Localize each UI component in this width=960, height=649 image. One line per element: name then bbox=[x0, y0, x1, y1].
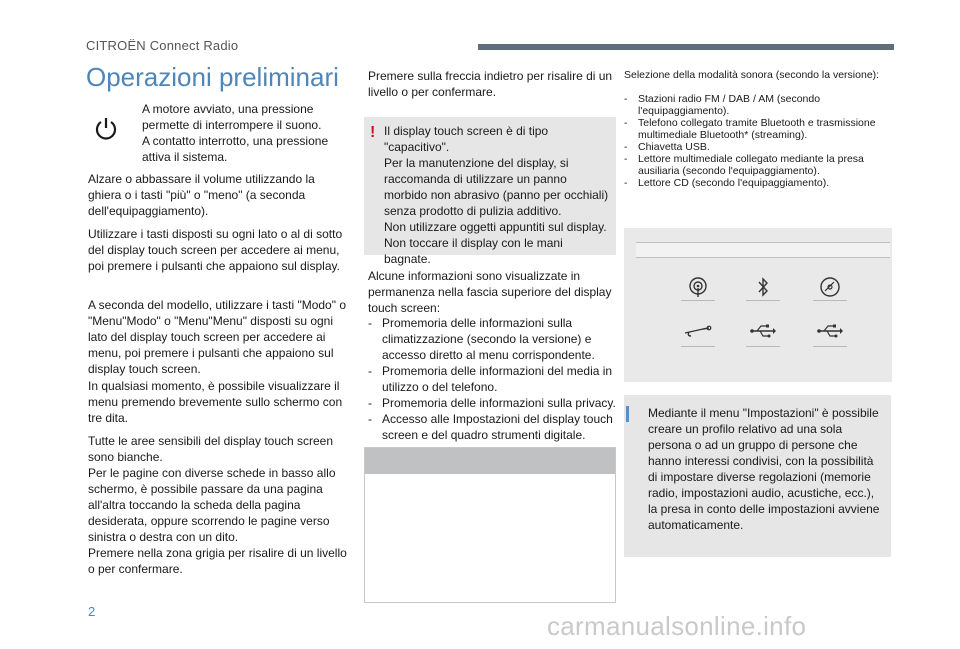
col2-list bbox=[368, 315, 618, 443]
list-item: - Lettore multimediale collegato mediante la presa ausiliaria (secondo l'equipaggiamento). bbox=[624, 153, 864, 177]
col1-paragraph-2: Utilizzare i tasti disposti su ogni lato o al di sotto del display touch screen per accedere ai menu, poi premere i pulsanti che appaiono sul display. bbox=[88, 227, 343, 273]
divider bbox=[813, 346, 847, 347]
list-item: - Promemoria delle informazioni sulla privacy. bbox=[368, 396, 616, 410]
info-icon bbox=[626, 406, 629, 422]
page-title: Operazioni preliminari bbox=[86, 62, 339, 92]
list-item: - Promemoria delle informazioni del media in utilizzo o del telefono. bbox=[368, 364, 613, 394]
screen-illustration-top-band bbox=[365, 448, 615, 474]
list-item: - Promemoria delle informazioni sulla climatizzazione (secondo la versione) e accesso diretto al menu corrispondente. bbox=[368, 316, 595, 362]
header-bar bbox=[478, 44, 894, 50]
col2-paragraph-2: Alcune informazioni sono visualizzate in permanenza nella fascia superiore del display touch screen: bbox=[368, 269, 612, 315]
page-number: 2 bbox=[88, 604, 96, 619]
screen-top-strip bbox=[636, 242, 890, 258]
list-item: - Accesso alle Impostazioni del display touch screen e del quadro strumenti digitale. bbox=[368, 412, 613, 442]
list-item: - Chiavetta USB. bbox=[624, 141, 710, 153]
col1-paragraph-3: A seconda del modello, utilizzare i tasti "Modo" o "Menu"Modo" o "Menu"Menu" disposti su ogni lato del display touch screen per accedere ai menu, poi premere i pulsanti che appaiono sul display touch screen. bbox=[88, 298, 346, 376]
warning-icon: ! bbox=[370, 124, 376, 141]
warning-text: Il display touch screen è di tipo "capacitivo". Per la manutenzione del display, si raccomanda di utilizzare un panno morbido non abrasivo (panno per occhiali) senza prodotto di pulizia additivo. Non utilizzare oggetti appuntiti sul display. Non toccare il display con le mani bagnate. bbox=[384, 124, 609, 266]
col1-paragraph-4: In qualsiasi momento, è possibile visualizzare il menu premendo brevemente sullo schermo con tre dita. bbox=[88, 379, 343, 425]
power-description: A motore avviato, una pressione permette di interrompere il suono. A contatto interrotto, una pressione attiva il sistema. bbox=[142, 102, 329, 164]
divider bbox=[746, 300, 780, 301]
col1-paragraph-5: Tutte le aree sensibili del display touch screen sono bianche. Per le pagine con diverse schede in basso allo schermo, è possibile passare da una pagina all'altra toccando la scheda della pagina desiderata, oppure scorrendo le pagine verso sinistra o destra con un dito. Premere nella zona grigia per risalire di un livello o per confermare. bbox=[88, 434, 347, 576]
manual-header: CITROËN Connect Radio bbox=[86, 38, 239, 53]
col1-paragraph-1: Alzare o abbassare il volume utilizzando la ghiera o i tasti "più" o "meno" (a seconda dell'equipaggiamento). bbox=[88, 172, 315, 218]
col3-list bbox=[624, 93, 894, 189]
list-item: - Stazioni radio FM / DAB / AM (secondo l'equipaggiamento). bbox=[624, 93, 821, 117]
info-text: Mediante il menu "Impostazioni" è possibile creare un profilo relativo ad una sola persona o ad un gruppo di persone che hanno interessi condivisi, con la possibilità di impostare diverse regolazioni (memorie radio, impostazioni audio, acustiche, ecc.), la presa in conto delle impostazioni avviene automaticamente. bbox=[648, 406, 880, 532]
radio-icon bbox=[680, 272, 716, 302]
watermark: carmanualsonline.info bbox=[547, 611, 807, 641]
list-item: - Telefono collegato tramite Bluetooth e trasmissione multimediale Bluetooth* (streaming). bbox=[624, 117, 876, 141]
list-item: - Lettore CD (secondo l'equipaggiamento). bbox=[624, 177, 830, 189]
divider bbox=[813, 300, 847, 301]
divider bbox=[746, 346, 780, 347]
cd-icon bbox=[812, 272, 848, 302]
divider bbox=[681, 346, 715, 347]
usb-icon bbox=[812, 316, 848, 346]
divider bbox=[681, 300, 715, 301]
usb-icon bbox=[745, 316, 781, 346]
aux-jack-icon bbox=[680, 316, 716, 346]
col2-paragraph-1: Premere sulla freccia indietro per risalire di un livello o per confermare. bbox=[368, 69, 613, 99]
bluetooth-icon bbox=[745, 272, 781, 302]
col3-intro: Selezione della modalità sonora (secondo la versione): bbox=[624, 69, 880, 81]
power-icon bbox=[94, 116, 118, 142]
